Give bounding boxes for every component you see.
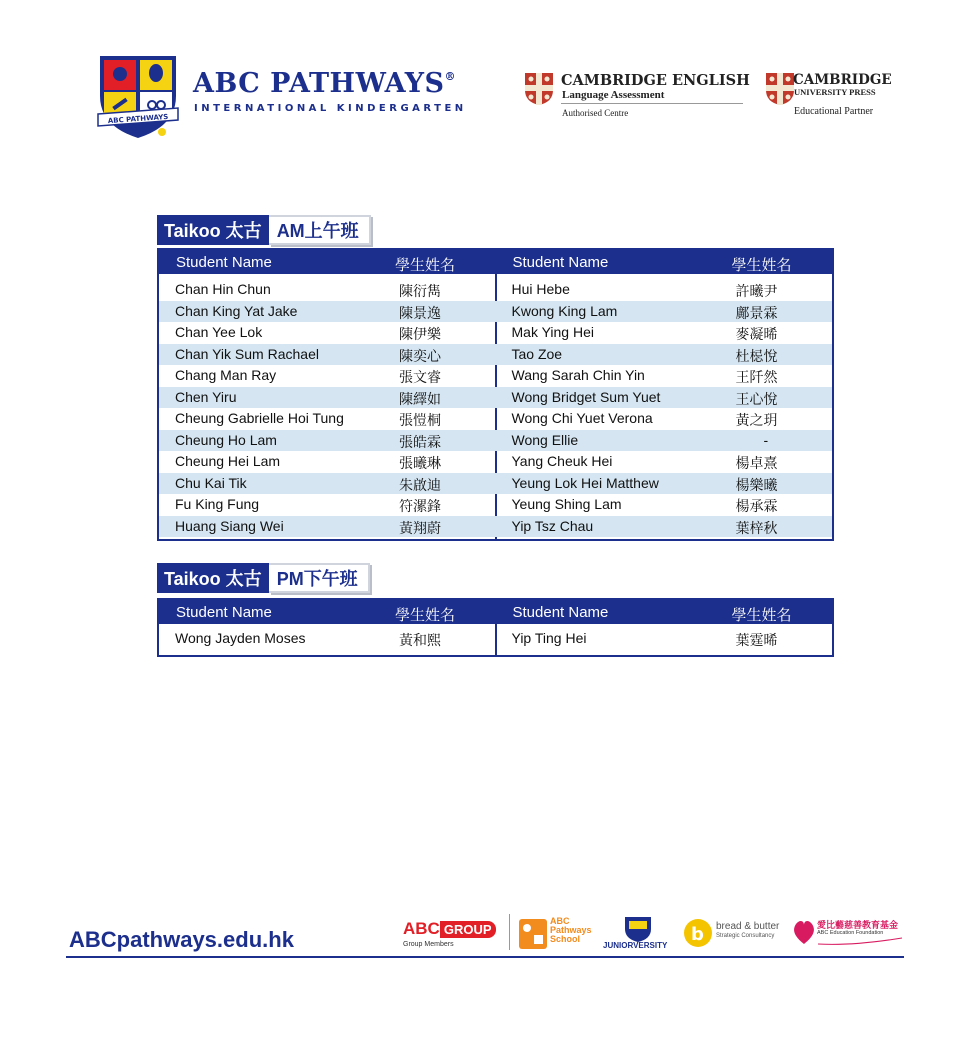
- student-name-en: Mak Ying Hei: [511, 324, 594, 340]
- header-student-name: Student Name: [512, 254, 609, 271]
- pm-header-left: [159, 600, 496, 624]
- table-row: [496, 628, 833, 650]
- pm-student-table: [157, 598, 834, 657]
- table-row: [496, 322, 833, 344]
- student-name-zh: 陳伊樂: [399, 326, 441, 342]
- student-name-en: Wong Bridget Sum Yuet: [511, 388, 661, 405]
- cambridge-shield-icon: [524, 72, 554, 106]
- cambridge-english-caption: Authorised Centre: [562, 108, 629, 118]
- student-name-en: Fu King Fung: [175, 496, 260, 512]
- student-name-zh: 張愷桐: [399, 412, 441, 428]
- header-student-name: Student Name: [512, 604, 609, 621]
- bread-butter-subtitle: Strategic Consultancy: [716, 933, 775, 939]
- student-name-en: Huang Siang Wei: [175, 517, 284, 534]
- footer-logo-separator: [509, 914, 510, 950]
- table-row: [496, 494, 833, 516]
- table-row: [496, 344, 833, 366]
- am-left-column: [159, 279, 496, 537]
- bread-butter-title: bread & butter: [716, 921, 780, 932]
- header-student-name-zh: 學生姓名: [395, 257, 456, 274]
- pm-header-right: [496, 600, 833, 624]
- table-row: [159, 387, 496, 409]
- pm-right-column: [496, 628, 833, 650]
- foundation-title: 愛比藝慈善教育基金: [817, 920, 899, 930]
- student-name-en: Cheung Ho Lam: [175, 431, 277, 448]
- am-student-table: [157, 248, 834, 541]
- student-name-en: Cheung Hei Lam: [175, 453, 281, 469]
- student-name-zh: 楊樂曦: [735, 476, 778, 493]
- table-row: [496, 430, 833, 452]
- student-name-zh: 符漯鋒: [399, 498, 441, 514]
- am-right-column: [496, 279, 833, 537]
- student-name-en: Hui Hebe: [511, 281, 570, 297]
- student-name-zh: 張曦琳: [399, 455, 441, 471]
- table-row: [159, 322, 496, 344]
- student-name-zh: 杜梞悅: [735, 347, 778, 364]
- cambridge-press-shield-icon: [765, 72, 795, 106]
- header-student-name-zh: 學生姓名: [731, 607, 792, 624]
- student-name-zh: 黃之玥: [735, 412, 778, 428]
- student-name-zh: 楊承霖: [735, 498, 778, 514]
- am-class-tab: [157, 215, 371, 245]
- pm-session-label: PM下午班: [269, 563, 370, 593]
- student-name-en: Wong Chi Yuet Verona: [511, 410, 653, 426]
- student-name-en: Chan Hin Chun: [175, 281, 271, 297]
- abc-group-logo: [403, 919, 496, 948]
- student-name-zh: 許曦尹: [735, 283, 778, 299]
- student-name-zh: 陳衍雋: [399, 283, 441, 299]
- table-row: [496, 365, 833, 387]
- table-row: [159, 473, 496, 495]
- cambridge-english-rule: [561, 103, 743, 104]
- am-table-header: [159, 250, 832, 274]
- table-row: [496, 408, 833, 430]
- student-name-zh: -: [763, 431, 769, 448]
- student-name-zh: 張文睿: [399, 369, 441, 385]
- table-row: [159, 628, 496, 650]
- student-name-zh: 陳奕心: [399, 347, 441, 364]
- student-name-zh: 葉霆晞: [735, 632, 778, 648]
- cambridge-press-caption: Educational Partner: [794, 106, 874, 117]
- pm-class-tab: [157, 563, 370, 593]
- registered-mark: ®: [444, 70, 457, 83]
- pathways-school-text: ABC Pathways School: [550, 916, 592, 944]
- student-name-en: Yeung Shing Lam: [511, 496, 622, 512]
- abc-group-group: GROUP: [440, 921, 496, 938]
- student-name-en: Wong Ellie: [511, 431, 579, 448]
- student-name-en: Chan King Yat Jake: [175, 302, 298, 319]
- am-location-label: Taikoo 太古: [157, 215, 269, 245]
- footer-rule: [66, 956, 904, 958]
- student-name-zh: 陳繹如: [399, 390, 441, 407]
- student-name-zh: 黃翔蔚: [399, 519, 441, 536]
- abc-group-abc: ABC: [403, 919, 440, 938]
- table-row: [496, 387, 833, 409]
- brand-subtitle: INTERNATIONAL KINDERGARTEN: [194, 103, 467, 114]
- student-name-zh: 鄺景霖: [735, 304, 778, 321]
- am-header-right: [496, 250, 833, 274]
- student-name-zh: 楊卓熹: [735, 455, 778, 471]
- student-name-en: Tao Zoe: [511, 345, 563, 362]
- abc-group-members: Group Members: [403, 941, 454, 948]
- am-header-left: [159, 250, 496, 274]
- header-student-name: Student Name: [176, 604, 272, 621]
- header-student-name: Student Name: [176, 254, 272, 271]
- student-name-en: Wang Sarah Chin Yin: [511, 367, 645, 383]
- student-name-zh: 葉梓秋: [735, 519, 778, 536]
- pm-location-label: Taikoo 太古: [157, 563, 269, 593]
- student-name-zh: 王阡然: [735, 369, 778, 385]
- table-row: [159, 430, 496, 452]
- student-name-en: Yip Tsz Chau: [511, 517, 594, 534]
- website-link[interactable]: ABCpathways.edu.hk: [69, 927, 294, 952]
- abc-crest-icon: [96, 48, 180, 140]
- table-row: [159, 516, 496, 538]
- student-name-en: Chu Kai Tik: [175, 474, 247, 491]
- student-name-en: Wong Jayden Moses: [175, 630, 306, 646]
- cambridge-press-title: CAMBRIDGE: [793, 72, 892, 88]
- student-name-en: Kwong King Lam: [511, 302, 618, 319]
- table-row: [496, 451, 833, 473]
- header-student-name-zh: 學生姓名: [731, 257, 792, 274]
- student-name-zh: 張皓霖: [399, 433, 441, 450]
- am-session-label: AM上午班: [269, 215, 371, 245]
- student-name-en: Yang Cheuk Hei: [511, 453, 613, 469]
- student-name-zh: 麥凝晞: [735, 326, 778, 342]
- student-name-en: Chen Yiru: [175, 388, 237, 405]
- student-name-en: Chan Yee Lok: [175, 324, 263, 340]
- foundation-subtitle: ABC Education Foundation: [817, 930, 884, 936]
- header-student-name-zh: 學生姓名: [395, 607, 456, 624]
- table-row: [496, 473, 833, 495]
- student-name-en: Yip Ting Hei: [511, 630, 587, 646]
- student-name-zh: 黃和熙: [399, 632, 441, 648]
- brand-title-text: ABC PATHWAYS: [193, 68, 445, 99]
- table-row: [496, 279, 833, 301]
- table-row: [496, 516, 833, 538]
- crest-banner-text: ABC PATHWAYS: [107, 112, 169, 126]
- table-row: [159, 344, 496, 366]
- junior-versity-text: JUNIORVERSITY: [603, 941, 668, 950]
- student-name-zh: 朱啟迪: [399, 476, 441, 493]
- pm-left-column: [159, 628, 496, 650]
- cambridge-english-subtitle: Language Assessment: [562, 89, 665, 101]
- cambridge-english-title: CAMBRIDGE ENGLISH: [561, 72, 750, 89]
- student-name-en: Yeung Lok Hei Matthew: [511, 474, 659, 491]
- table-row: [159, 365, 496, 387]
- table-row: [159, 408, 496, 430]
- student-name-en: Chan Yik Sum Rachael: [175, 345, 319, 362]
- cambridge-press-subtitle: UNIVERSITY PRESS: [794, 87, 876, 97]
- table-row: [496, 301, 833, 323]
- student-name-zh: 王心悅: [735, 390, 778, 407]
- pm-table-header: [159, 600, 832, 624]
- table-row: [159, 279, 496, 301]
- student-name-en: Cheung Gabrielle Hoi Tung: [175, 410, 344, 426]
- student-name-en: Chang Man Ray: [175, 367, 277, 383]
- brand-title: [193, 68, 456, 99]
- table-row: [159, 301, 496, 323]
- student-name-zh: 陳景逸: [399, 304, 441, 321]
- table-row: [159, 451, 496, 473]
- svg-text:b: b: [691, 924, 704, 945]
- table-row: [159, 494, 496, 516]
